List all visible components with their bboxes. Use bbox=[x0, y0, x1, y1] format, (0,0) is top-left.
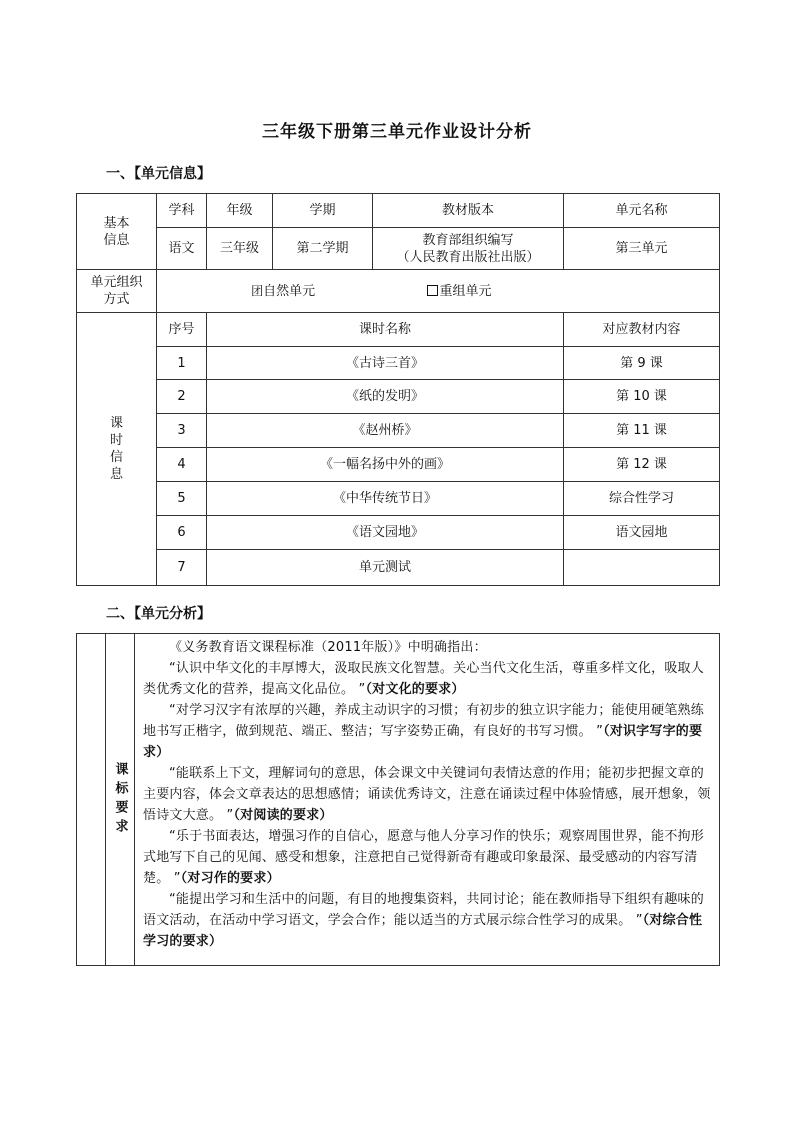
lesson-no: 7 bbox=[157, 550, 207, 586]
option-natural-unit[interactable] bbox=[251, 284, 319, 299]
lesson-label-char: 信 bbox=[109, 450, 123, 465]
table-row bbox=[77, 448, 720, 482]
textbook-line2: （人民教育出版社出版） bbox=[396, 249, 540, 265]
lesson-content bbox=[564, 550, 720, 586]
organization-label-line2: 方式 bbox=[103, 292, 130, 307]
lesson-no: 5 bbox=[157, 482, 207, 516]
analysis-intro: 《义务教育语文课程标准（2011年版）》中明确指出： bbox=[169, 640, 487, 655]
paragraph-tag: （对阅读的要求） bbox=[233, 808, 333, 823]
lesson-no: 6 bbox=[157, 516, 207, 550]
value-textbook bbox=[373, 228, 564, 270]
header-textbook: 教材版本 bbox=[373, 194, 564, 228]
value-subject: 语文 bbox=[157, 228, 207, 270]
header-lesson-name: 课时名称 bbox=[207, 313, 564, 347]
curriculum-requirement-label bbox=[106, 634, 135, 966]
header-subject: 学科 bbox=[157, 194, 207, 228]
lesson-name: 《古诗三首》 bbox=[207, 347, 564, 380]
header-lesson-no: 序号 bbox=[157, 313, 207, 347]
lesson-name: 《纸的发明》 bbox=[207, 380, 564, 414]
lesson-no: 4 bbox=[157, 448, 207, 482]
option-regroup-label: 重组单元 bbox=[439, 283, 492, 299]
option-natural-label: 自然单元 bbox=[263, 283, 316, 299]
lesson-no: 3 bbox=[157, 414, 207, 448]
analysis-paragraph bbox=[143, 700, 713, 763]
paragraph-text: “能提出学习和生活中的问题，有目的地搜集资料，共同讨论；能在教师指导下组织有趣味的语文活动，在活动中学习语文，学会合作；能以适当的方式展示综合性学习的成果。 ” bbox=[143, 892, 704, 928]
lesson-name: 《赵州桥》 bbox=[207, 414, 564, 448]
lesson-name: 单元测试 bbox=[207, 550, 564, 586]
option-regroup-unit[interactable] bbox=[427, 284, 491, 299]
paragraph-text: “认识中华文化的丰厚博大，汲取民族文化智慧。关心当代文化生活，尊重多样文化，吸取人类优秀文化的营养，提高文化品位。 ” bbox=[143, 661, 704, 697]
value-grade: 三年级 bbox=[207, 228, 273, 270]
lesson-name: 《中华传统节日》 bbox=[207, 482, 564, 516]
paragraph-text: “对学习汉字有浓厚的兴趣，养成主动识字的习惯；有初步的独立识字能力；能使用硬笔熟练地书写正楷字，做到规范、端正、整洁；写字姿势正确，有良好的书写习惯。 ” bbox=[143, 703, 704, 739]
table-row bbox=[77, 482, 720, 516]
organization-label bbox=[77, 270, 157, 313]
lesson-label-char: 息 bbox=[109, 467, 123, 482]
paragraph-text: “能联系上下文，理解词句的意思，体会课文中关键词句表情达意的作用；能初步把握文章的主要内容，体会文章表达的思想感情；诵读优秀诗文，注意在诵读过程中体验情感，展开想象，领悟诗文大意。 ” bbox=[143, 766, 711, 823]
unit-info-table bbox=[76, 193, 720, 586]
lesson-name: 《语文园地》 bbox=[207, 516, 564, 550]
analysis-blank-column bbox=[77, 634, 106, 966]
table-row bbox=[77, 414, 720, 448]
lesson-content: 第 11 课 bbox=[564, 414, 720, 448]
basic-info-label bbox=[77, 194, 157, 270]
curriculum-requirements-text bbox=[135, 634, 720, 966]
textbook-line1: 教育部组织编写 bbox=[422, 232, 514, 248]
side-label-text: 课标要求 bbox=[112, 761, 128, 838]
section-heading-unit-analysis: 二、【单元分析】 bbox=[106, 606, 211, 622]
lesson-no: 2 bbox=[157, 380, 207, 414]
header-grade: 年级 bbox=[207, 194, 273, 228]
paragraph-text: “乐于书面表达，增强习作的自信心，愿意与他人分享习作的快乐；观察周围世界，能不拘形式地写下自己的见闻、感受和想象，注意把自己觉得新奇有趣或印象最深、最受感动的内容写清楚。 ” bbox=[143, 829, 704, 886]
paragraph-tag: （对文化的要求） bbox=[365, 682, 465, 697]
basic-info-label-line2: 信息 bbox=[103, 232, 130, 248]
paragraph-tag: （对综合性学习的要求） bbox=[143, 913, 703, 949]
lesson-content: 第 9 课 bbox=[564, 347, 720, 380]
table-row bbox=[77, 380, 720, 414]
lesson-name: 《一幅名扬中外的画》 bbox=[207, 448, 564, 482]
paragraph-tag: （对习作的要求） bbox=[180, 871, 280, 886]
lesson-content: 综合性学习 bbox=[564, 482, 720, 516]
table-row bbox=[77, 347, 720, 380]
header-term: 学期 bbox=[273, 194, 373, 228]
table-row bbox=[77, 550, 720, 586]
basic-info-label-line1: 基本 bbox=[103, 215, 130, 231]
lesson-no: 1 bbox=[157, 347, 207, 380]
analysis-paragraph bbox=[143, 658, 713, 700]
header-lesson-content: 对应教材内容 bbox=[564, 313, 720, 347]
lesson-label-char: 课 bbox=[109, 416, 123, 431]
value-term: 第二学期 bbox=[273, 228, 373, 270]
unit-analysis-table bbox=[76, 633, 720, 966]
lesson-content: 第 12 课 bbox=[564, 448, 720, 482]
paragraph-tag: （对识字写字的要求） bbox=[143, 724, 703, 760]
header-unit-name: 单元名称 bbox=[564, 194, 720, 228]
organization-options bbox=[157, 270, 720, 313]
analysis-paragraph bbox=[143, 826, 713, 889]
analysis-paragraph bbox=[143, 889, 713, 952]
value-unit-name: 第三单元 bbox=[564, 228, 720, 270]
page-title: 三年级下册第三单元作业设计分析 bbox=[262, 122, 532, 142]
unchecked-box-icon bbox=[427, 285, 438, 296]
checked-box-icon: 团 bbox=[251, 283, 264, 298]
lesson-content: 语文园地 bbox=[564, 516, 720, 550]
section-heading-unit-info: 一、【单元信息】 bbox=[106, 166, 211, 182]
lesson-content: 第 10 课 bbox=[564, 380, 720, 414]
analysis-paragraph bbox=[143, 763, 713, 826]
organization-label-line1: 单元组织 bbox=[90, 275, 143, 290]
table-row bbox=[77, 516, 720, 550]
lesson-label-char: 时 bbox=[109, 433, 123, 448]
lesson-info-label bbox=[77, 313, 157, 586]
